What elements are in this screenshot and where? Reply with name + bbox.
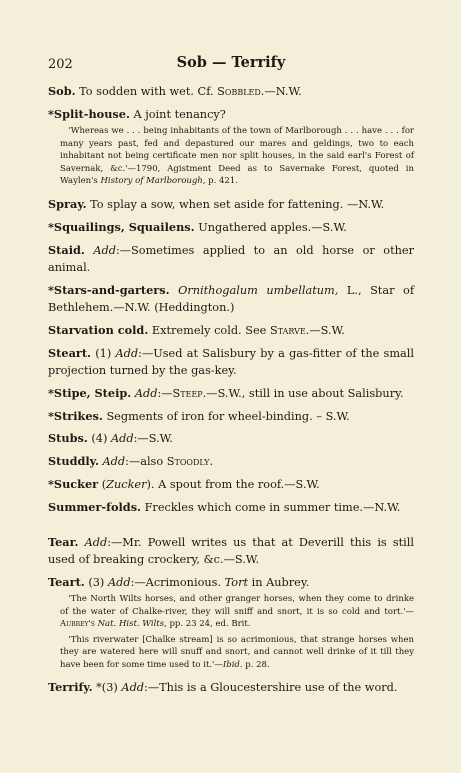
quotation-text: ‘Whereas we . . . being inhabitants of the town of Marlborough . . . have . . . for many years past, fed and depastured our mares and geldings, two to each inhabitant not being certificate men nor split houses, in the said earl's Forest of Savernak, &c.'—1790, Agistment Deed as to Savernake Forest, quoted in Waylen's xyxy=(60,126,414,187)
headword: Spray. xyxy=(48,197,87,212)
quotation-page: p. 28. xyxy=(242,659,270,670)
glossary-entries xyxy=(48,83,414,697)
entry-summer-folds xyxy=(48,499,414,516)
add-label: Add xyxy=(102,455,126,469)
sense-number: (1) xyxy=(95,346,112,360)
entry-strikes xyxy=(48,408,414,425)
cross-reference: Starve. xyxy=(269,323,310,337)
definition: A joint tenancy? xyxy=(133,107,226,121)
headword: *Strikes. xyxy=(48,408,103,423)
quotation-page: p. 421. xyxy=(205,176,238,187)
cross-reference: Steep. xyxy=(172,386,207,400)
page-number: 202 xyxy=(48,57,73,72)
quotation xyxy=(60,593,414,672)
quotation xyxy=(60,125,414,188)
definition: Extremely cold. See xyxy=(151,323,270,337)
entry-spray xyxy=(48,196,414,213)
entry-starvation-cold xyxy=(48,322,414,339)
sense-number: (3) xyxy=(88,575,105,589)
quotation-author: Aubrey's xyxy=(60,619,95,630)
headword: Starvation cold. xyxy=(48,322,149,337)
book-page xyxy=(48,54,414,702)
headword: Steart. xyxy=(48,345,91,360)
quotation-source: Nat. Hist. Wilts, xyxy=(94,619,167,630)
region: —N.W. xyxy=(264,85,302,98)
definition: :— xyxy=(157,386,173,400)
entry-squailings xyxy=(48,219,414,236)
latin-name: Ornithogalum umbellatum, xyxy=(178,283,339,297)
entry-stubs xyxy=(48,430,414,447)
definition: Segments of iron for wheel-binding. – S.W. xyxy=(106,409,350,423)
definition: :—Mr. Powell writes us that at Deverill this is still used of breaking crockery, &c.—S.W. xyxy=(48,535,415,566)
entry-studdly xyxy=(48,453,414,470)
definition: To splay a sow, when set aside for fattening. —N.W. xyxy=(90,198,385,212)
headword: Summer-folds. xyxy=(48,499,141,514)
entry-sucker: *Sucker (Zucker). A spout from the roof.—S.W. xyxy=(48,476,320,491)
definition: :—Used at Salisbury by a gas-fitter of the small projection turned by the gas-key. xyxy=(48,346,415,377)
definition: Ungathered apples.—S.W. xyxy=(198,220,347,234)
headword: *Split-house. xyxy=(48,106,130,121)
headword: Stubs. xyxy=(48,431,88,446)
headword: *Sucker xyxy=(48,476,99,491)
entry-stipe xyxy=(48,385,414,402)
entry-teart xyxy=(48,574,414,591)
quotation-text: ‘The North Wilts horses, and other granger horses, when they come to drinke of the water of Chalke-river, they will sniff and snort, it is so cold and tort.'— xyxy=(60,593,414,617)
page-title: Sob — Terrify xyxy=(176,54,286,71)
entry-steart xyxy=(48,345,414,380)
headword: Staid. xyxy=(48,242,85,257)
entry-terrify xyxy=(48,679,414,696)
definition-tail: in Aubrey. xyxy=(248,575,310,589)
quotation-page: pp. 23 24, ed. Brit. xyxy=(166,619,251,630)
section-gap xyxy=(48,522,414,534)
definition: :—Acrimonious. xyxy=(130,575,225,589)
entry-sob xyxy=(48,83,414,100)
definition: :—also xyxy=(125,455,167,469)
add-label: Add xyxy=(121,681,145,695)
definition: A spout from the roof.—S.W. xyxy=(158,477,320,491)
region: —S.W. xyxy=(309,323,345,337)
cross-reference: Stoodly. xyxy=(166,455,214,469)
region: —S.W., still in use about Salisbury. xyxy=(206,386,404,400)
add-label: Add xyxy=(84,535,108,549)
headword: *Stars-and-garters. xyxy=(48,282,170,297)
headword: *Squailings, Squailens. xyxy=(48,219,195,234)
entry-staid xyxy=(48,242,414,277)
headword: Terrify. xyxy=(48,680,93,695)
sense-number: (4) xyxy=(91,432,108,446)
definition: :—This is a Gloucestershire use of the word. xyxy=(144,681,398,695)
cross-reference: Sobbled. xyxy=(217,85,265,98)
definition: To sodden with wet. Cf. xyxy=(79,85,218,98)
headword: Tear. xyxy=(48,534,79,549)
quotation-source: Ibid. xyxy=(222,659,243,670)
entry-stars-and-garters xyxy=(48,282,414,317)
quotation-source: History of Marlborough, xyxy=(100,176,206,187)
add-label: Add xyxy=(93,243,116,257)
add-label: Add xyxy=(115,346,139,360)
entry-tear xyxy=(48,534,414,569)
variant-form: Tort xyxy=(224,575,249,589)
headword: Studdly. xyxy=(48,454,99,469)
definition: Freckles which come in summer time.—N.W. xyxy=(144,500,401,514)
entry-split-house xyxy=(48,106,414,123)
definition: :—S.W. xyxy=(133,432,173,446)
sense-number: *(3) xyxy=(96,681,118,695)
definition: :—Sometimes applied to an old horse or other animal. xyxy=(48,243,414,274)
running-head xyxy=(48,54,414,76)
headword: Sob. xyxy=(48,84,76,98)
quotation-text: ‘This riverwater [Chalke stream] is so acrimonious, that strange horses when they are watered here will snuff and snort, and cannot well drinke of it till they have been for some time used to it.'— xyxy=(60,634,414,670)
headword: Teart. xyxy=(48,574,85,589)
add-label: Add xyxy=(111,432,134,446)
add-label: Add xyxy=(134,386,158,400)
variant-form: Zucker xyxy=(106,477,147,491)
headword: *Stipe, Steip. xyxy=(48,385,132,400)
definition: L., Star of Bethlehem.—N.W. (Heddington.) xyxy=(48,283,414,315)
add-label: Add xyxy=(107,575,131,589)
